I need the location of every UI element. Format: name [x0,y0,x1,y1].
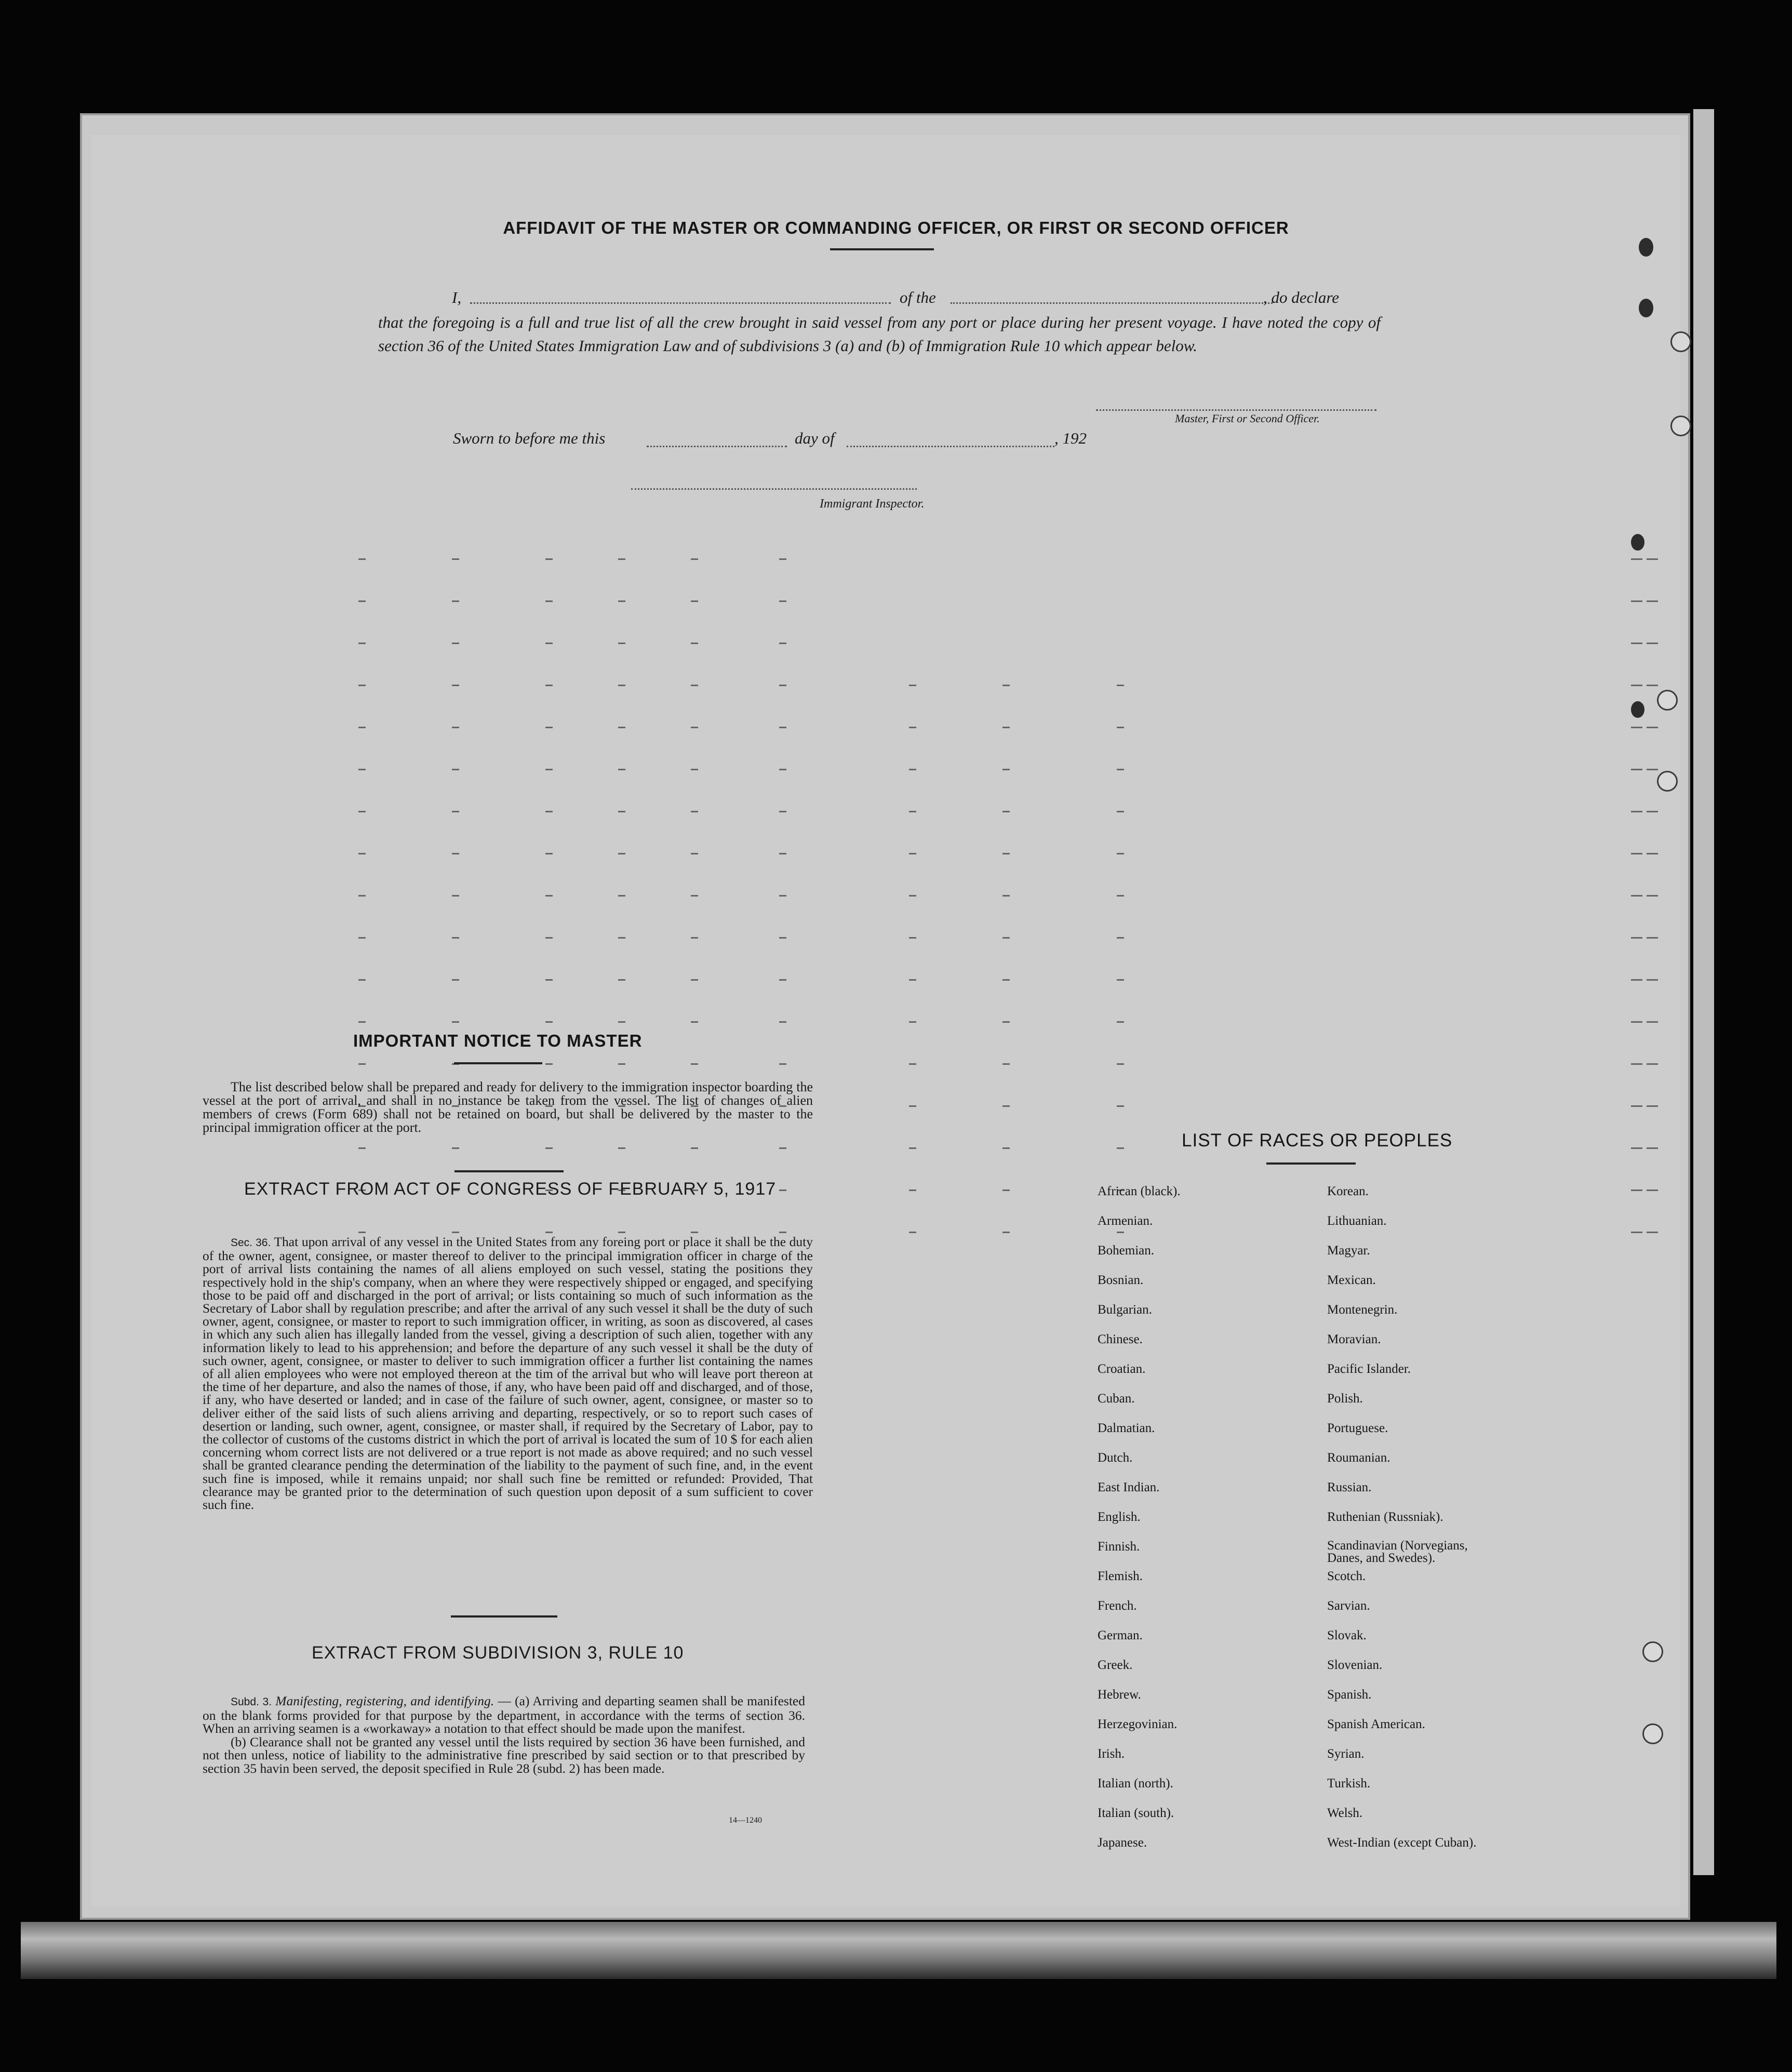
show-through-dash [1631,1021,1642,1023]
show-through-dash [358,600,366,602]
show-through-dash [1002,853,1010,854]
race-item: Irish. [1098,1747,1125,1761]
show-through-dash [779,811,786,812]
show-through-dash [691,1147,698,1149]
show-through-dash [779,643,786,644]
show-through-dash [779,853,786,854]
race-item: German. [1098,1628,1143,1642]
race-item: East Indian. [1098,1480,1160,1494]
show-through-dash [1002,685,1010,686]
race-item: Lithuanian. [1327,1214,1387,1228]
race-item: Slovenian. [1327,1658,1383,1672]
show-through-dash [545,937,553,939]
sworn-prefix: Sworn to before me this [453,429,606,447]
show-through-dash [909,1021,916,1023]
show-through-dash [909,1105,916,1107]
show-through-dash [618,685,625,686]
race-item: Croatian. [1098,1362,1146,1376]
name-blank[interactable] [470,302,891,304]
binder-mark [1631,534,1644,551]
show-through-dash [1117,1021,1124,1023]
race-item: Scandinavian (Norvegians, Danes, and Swedes). [1327,1539,1468,1565]
race-item: Syrian. [1327,1747,1365,1761]
show-through-dash [1002,811,1010,812]
race-item: Magyar. [1327,1244,1370,1258]
signature-label: Master, First or Second Officer. [1175,412,1320,425]
rule-subd-label: Subd. 3. [231,1696,272,1708]
race-item: Cuban. [1098,1392,1135,1406]
race-item: Spanish American. [1327,1717,1425,1731]
show-through-dash [909,853,916,854]
affidavit-body: that the foregoing is a full and true list of all the crew brought in said vessel from any port or place during her present voyage. I have noted the copy of section 36 of the United States Immigration Law and of subdivisions 3 (a) and (b) of Immigration Rule 10 which appear below. [378,313,1381,355]
show-through-dash [618,727,625,728]
show-through-dash [691,1232,698,1233]
show-through-dash [545,1147,553,1149]
show-through-dash [909,685,916,686]
show-through-dash [1631,769,1642,770]
show-through-dash [691,727,698,728]
race-item: Scotch. [1327,1569,1366,1583]
show-through-dash [779,727,786,728]
show-through-dash [545,1232,553,1233]
show-through-dash [1002,769,1010,770]
show-through-dash [909,937,916,939]
race-item: Dalmatian. [1098,1421,1155,1435]
race-item: Mexican. [1327,1273,1376,1287]
act-body-text: That upon arrival of any vessel in the United States from any foreing port or place it shall be the duty of the owner, agent, consignee, or master thereof to deliver to the principal immigration officer in charge of the port of arrival lists containing the names of all aliens employed on such vessel, stating the positions they respectively hold in the ship's company, when an where they were respectively shipped or engaged, and specifying those to be paid off and discharged in the port of arrival; or lists containing so much of such information as the Secretary of Labor shall by regulation prescribe; and after the arrival of any such vessel it shall be the duty of such owner, agent, consignee, or master to report to such immigration officer, in writing, as soon as discovered, al cases in which any such alien has illegally landed from the vessel, giving a description of such alien, together with any information likely to lead to his apprehension; and before the departure of any such vessel it shall be the duty of such owner, agent, consignee, or master to deliver to such immigration officer a further list containing the names of all alien employees who were not employed thereon at the tim of the arrival but who will leave port thereon at the time of her departure, and also the names of those, if any, who have been paid off and discharged, and of those, if any, who have deserted or landed; and in case of the failure of such owner, agent, consignee, or master so to deliver either of the said lists of such aliens arriving and departing, respectively, or so to report such cases of desertion or landing, such owner, agent, consignee, or master shall, if required by the Secretary of Labor, pay to the collector of customs of the customs district in which the port of arrival is located the sum of 10 $ for each alien concerning whom correct lists are not delivered or a true report is not made as above required; and no such vessel shall be granted clearance pending the determination of the liability to the payment of such fine, and, in the event such fine is imposed, while it remains unpaid; nor shall such fine be remitted or refunded: Provided, That clearance may be granted prior to the determination of such question upon deposit of a sum sufficient to cover such fine. [203,1234,813,1513]
race-item: Roumanian. [1327,1451,1390,1465]
show-through-dash [1631,1232,1642,1233]
race-item: Moravian. [1327,1332,1381,1346]
vessel-blank[interactable] [951,302,1273,304]
race-item: Spanish. [1327,1688,1372,1702]
show-through-dash [452,1147,459,1149]
race-item: Portuguese. [1327,1421,1388,1435]
show-through-dash [618,1232,625,1233]
show-through-dash [1117,937,1124,939]
races-title: LIST OF RACES OR PEOPLES [1182,1130,1453,1151]
signature-blank[interactable] [1096,409,1376,411]
show-through-dash [358,685,366,686]
race-item: Flemish. [1098,1569,1143,1583]
show-through-dash [1647,600,1658,602]
show-through-dash [691,811,698,812]
act-top-rule [454,1170,564,1172]
show-through-dash [618,979,625,981]
show-through-dash [691,1063,698,1065]
race-item: Hebrew. [1098,1688,1141,1702]
show-through-dash [1647,1105,1658,1107]
show-through-dash [545,769,553,770]
notice-title: IMPORTANT NOTICE TO MASTER [353,1031,643,1050]
show-through-dash [452,979,459,981]
show-through-dash [358,1021,366,1023]
show-through-dash [779,685,786,686]
show-through-dash [1631,727,1642,728]
race-item: Italian (south). [1098,1806,1174,1820]
binder-hole [1642,1641,1663,1662]
race-item: Chinese. [1098,1332,1143,1346]
race-item: Turkish. [1327,1776,1371,1790]
show-through-dash [1117,1147,1124,1149]
affidavit-i-label: I, [452,288,462,306]
show-through-dash [545,727,553,728]
show-through-dash [618,853,625,854]
affidavit-title: AFFIDAVIT OF THE MASTER OR COMMANDING OFFICER, OR FIRST OR SECOND OFFICER [503,218,1289,237]
show-through-dash [358,643,366,644]
show-through-dash [545,600,553,602]
show-through-dash [1117,1063,1124,1065]
rule-title: EXTRACT FROM SUBDIVISION 3, RULE 10 [312,1643,684,1663]
race-item: Dutch. [1098,1451,1133,1465]
show-through-dash [452,600,459,602]
show-through-dash [691,685,698,686]
show-through-dash [1117,853,1124,854]
act-body [203,1235,813,1511]
affidavit-of-the-label: of the [900,288,936,306]
show-through-dash [1117,979,1124,981]
show-through-dash [358,727,366,728]
show-through-dash [358,853,366,854]
show-through-dash [691,643,698,644]
show-through-dash [1631,558,1642,560]
sworn-month-blank[interactable] [847,446,1054,447]
act-title [244,1179,776,1199]
binder-mark [1639,238,1653,257]
race-item: Bohemian. [1098,1244,1155,1258]
binder-mark [1639,299,1653,317]
show-through-dash [909,811,916,812]
show-through-dash [618,1147,625,1149]
show-through-dash [691,769,698,770]
show-through-dash [1647,1232,1658,1233]
sworn-date-blank[interactable] [647,446,787,447]
show-through-dash [1631,600,1642,602]
show-through-dash [1117,727,1124,728]
show-through-dash [779,937,786,939]
show-through-dash [1117,1105,1124,1107]
show-through-dash [1002,937,1010,939]
show-through-dash [691,1021,698,1023]
race-item: Sarvian. [1327,1599,1370,1613]
race-item: Armenian. [1098,1214,1153,1228]
show-through-dash [545,895,553,897]
show-through-dash [909,1147,916,1149]
show-through-dash [909,1232,916,1233]
show-through-dash [358,811,366,812]
show-through-dash [358,1063,366,1065]
show-through-dash [1647,853,1658,854]
scanner-edge-strip [21,1922,1776,1979]
show-through-dash [1631,937,1642,939]
show-through-dash [1631,811,1642,812]
show-through-dash [545,685,553,686]
show-through-dash [1117,1232,1124,1233]
show-through-dash [909,895,916,897]
act-sec-label: Sec. 36. [231,1237,271,1249]
show-through-dash [452,895,459,897]
race-item: Russian. [1327,1480,1372,1494]
show-through-dash [779,979,786,981]
show-through-dash [545,853,553,854]
show-through-dash [545,643,553,644]
show-through-dash [545,979,553,981]
show-through-dash [909,727,916,728]
show-through-dash [358,769,366,770]
race-item: English. [1098,1510,1141,1524]
show-through-dash [1647,1021,1658,1023]
show-through-dash [358,937,366,939]
race-item: Greek. [1098,1658,1133,1672]
show-through-dash [1647,1063,1658,1065]
show-through-dash [1631,1063,1642,1065]
show-through-dash [1117,895,1124,897]
show-through-dash [1002,1021,1010,1023]
rule-body [203,1694,805,1775]
show-through-dash [1647,685,1658,686]
act-title-text: EXTRACT FROM ACT OF CONGRESS OF FEBRUARY 5, 1917 [244,1179,777,1199]
show-through-dash [545,558,553,560]
show-through-dash [545,1021,553,1023]
show-through-dash [618,558,625,560]
show-through-dash [779,1021,786,1023]
show-through-dash [1002,895,1010,897]
show-through-dash [1647,979,1658,981]
show-through-dash [1002,1063,1010,1065]
show-through-dash [452,1021,459,1023]
rule-para-b: (b) Clearance shall not be granted any vessel until the lists required by section 36 have been furnished, and not then unless, notice of liability to the administrative fine prescribed by said section or to that prescribed by section 35 havin been served, the deposit specified in Rule 28 (subd. 2) has been made. [203,1734,805,1776]
race-item: Finnish. [1098,1540,1140,1554]
show-through-dash [1631,1189,1642,1191]
show-through-dash [779,558,786,560]
rule-subd-heading: Manifesting, registering, and identifying. [275,1693,494,1708]
race-item: Korean. [1327,1184,1369,1198]
show-through-dash [358,558,366,560]
show-through-dash [1647,1189,1658,1191]
show-through-dash [618,895,625,897]
show-through-dash [779,769,786,770]
show-through-dash [1647,811,1658,812]
show-through-dash [691,937,698,939]
race-item: African (black). [1098,1184,1181,1198]
show-through-dash [358,1232,366,1233]
show-through-dash [691,558,698,560]
show-through-dash [618,600,625,602]
show-through-dash [618,1021,625,1023]
show-through-dash [618,1063,625,1065]
show-through-dash [452,937,459,939]
binder-hole [1657,690,1678,711]
show-through-dash [1117,811,1124,812]
race-item: Italian (north). [1098,1776,1173,1790]
form-number: 14—1240 [729,1816,762,1825]
notice-title-rule [454,1062,542,1064]
show-through-dash [452,558,459,560]
affidavit-title-rule [830,248,934,250]
show-through-dash [691,895,698,897]
race-item: Bulgarian. [1098,1303,1152,1317]
show-through-dash [909,1189,916,1191]
show-through-dash [452,769,459,770]
race-item: French. [1098,1599,1137,1613]
show-through-dash [452,1232,459,1233]
show-through-dash [545,1063,553,1065]
show-through-dash [1631,895,1642,897]
show-through-dash [618,769,625,770]
show-through-dash [452,853,459,854]
show-through-dash [1647,727,1658,728]
binder-hole [1657,771,1678,792]
show-through-dash [452,811,459,812]
show-through-dash [1117,769,1124,770]
races-title-rule [1266,1162,1356,1165]
show-through-dash [1631,1105,1642,1107]
race-item: Montenegrin. [1327,1303,1398,1317]
show-through-dash [779,1232,786,1233]
show-through-dash [909,979,916,981]
show-through-dash [452,727,459,728]
document-page-face [91,135,1680,1906]
affidavit-declare-label: , do declare [1263,288,1340,306]
rule-para-a: — (a) Arriving and departing seamen shall be manifested on the blank forms provided for that purpose by the department, in accordance with the terms of section 36. When an arriving seamen is a «workaway» a notation to that effect should be made upon the manifest. [203,1693,805,1736]
race-item: Bosnian. [1098,1273,1144,1287]
show-through-dash [358,1147,366,1149]
show-through-dash [779,1189,786,1191]
show-through-dash [1631,643,1642,644]
show-through-dash [618,811,625,812]
race-item: Ruthenian (Russniak). [1327,1510,1443,1524]
race-item: West-Indian (except Cuban). [1327,1836,1477,1850]
show-through-dash [909,769,916,770]
show-through-dash [1647,558,1658,560]
race-item: Pacific Islander. [1327,1362,1411,1376]
show-through-dash [691,600,698,602]
show-through-dash [452,685,459,686]
show-through-dash [1002,1189,1010,1191]
binder-mark [1631,701,1644,718]
show-through-dash [1631,979,1642,981]
show-through-dash [1647,1147,1658,1149]
inspector-label: Immigrant Inspector. [820,497,925,511]
show-through-dash [779,600,786,602]
binder-hole [1670,416,1691,436]
sworn-day-of: day of [795,429,835,447]
show-through-dash [1647,643,1658,644]
show-through-dash [1631,1147,1642,1149]
show-through-dash [618,643,625,644]
race-item: Japanese. [1098,1836,1147,1850]
show-through-dash [1002,979,1010,981]
show-through-dash [779,1147,786,1149]
race-item: Welsh. [1327,1806,1363,1820]
show-through-dash [1117,685,1124,686]
sworn-year: , 192 [1054,429,1087,447]
binder-hole [1670,331,1691,352]
show-through-dash [909,1063,916,1065]
show-through-dash [1647,769,1658,770]
race-item: Slovak. [1327,1628,1367,1642]
show-through-dash [1631,685,1642,686]
show-through-dash [691,853,698,854]
inspector-signature-blank[interactable] [631,488,917,490]
show-through-dash [779,1063,786,1065]
show-through-dash [1002,727,1010,728]
show-through-dash [545,811,553,812]
show-through-dash [1647,895,1658,897]
show-through-dash [1002,1232,1010,1233]
show-through-dash [779,895,786,897]
show-through-dash [1647,937,1658,939]
show-through-dash [1002,1105,1010,1107]
race-item: Herzegovinian. [1098,1717,1178,1731]
binder-hole [1642,1723,1663,1744]
show-through-dash [691,979,698,981]
show-through-dash [1002,1147,1010,1149]
show-through-dash [358,979,366,981]
show-through-dash [618,937,625,939]
show-through-dash [452,643,459,644]
race-item: Polish. [1327,1392,1363,1406]
back-page-edge [1693,109,1714,1875]
show-through-dash [358,895,366,897]
notice-body: The list described below shall be prepared and ready for delivery to the immigration inspector boarding the vessel at the port of arrival, and shall in no instance be taken from the vessel. The list of changes of alien members of crews (Form 689) shall not be retained on board, but shall be delivered by the master to the principal immigration officer at the port. [203,1079,813,1135]
show-through-dash [1631,853,1642,854]
rule-top-rule [451,1615,557,1618]
